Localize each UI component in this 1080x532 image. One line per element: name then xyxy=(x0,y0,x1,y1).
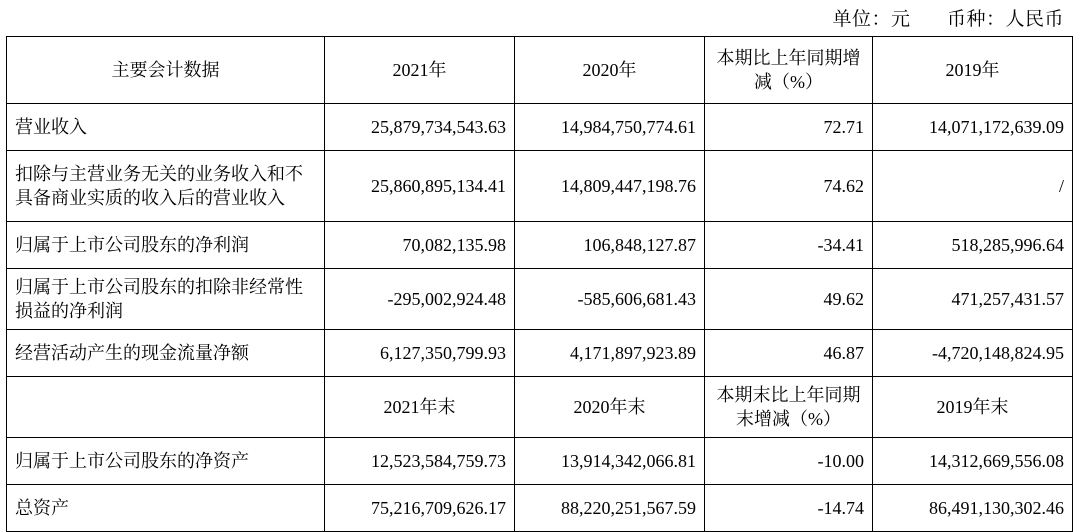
row-value-change: -14.74 xyxy=(705,485,873,532)
table-subheader-row xyxy=(7,377,1073,438)
column-header-2020: 2020年 xyxy=(515,37,705,104)
row-value-2019: 518,285,996.64 xyxy=(873,222,1073,269)
unit-note xyxy=(832,4,1064,31)
row-value-2020: 88,220,251,567.59 xyxy=(515,485,705,532)
row-value-change: -34.41 xyxy=(705,222,873,269)
row-value-change: 49.62 xyxy=(705,269,873,330)
row-value-2021: 12,523,584,759.73 xyxy=(325,438,515,485)
row-value-2021: 70,082,135.98 xyxy=(325,222,515,269)
subheader-2020-end: 2020年末 xyxy=(515,377,705,438)
row-label: 营业收入 xyxy=(7,104,325,151)
financial-summary-table xyxy=(6,36,1073,532)
column-header-item: 主要会计数据 xyxy=(7,37,325,104)
row-value-2020: 4,171,897,923.89 xyxy=(515,330,705,377)
row-value-2021: 25,860,895,134.41 xyxy=(325,151,515,222)
row-label: 归属于上市公司股东的净资产 xyxy=(7,438,325,485)
row-label: 扣除与主营业务无关的业务收入和不具备商业实质的收入后的营业收入 xyxy=(7,151,325,222)
column-header-2019: 2019年 xyxy=(873,37,1073,104)
subheader-2021-end: 2021年末 xyxy=(325,377,515,438)
table-row xyxy=(7,330,1073,377)
row-value-change: 72.71 xyxy=(705,104,873,151)
row-value-2019: -4,720,148,824.95 xyxy=(873,330,1073,377)
row-label: 归属于上市公司股东的扣除非经常性损益的净利润 xyxy=(7,269,325,330)
table-row xyxy=(7,104,1073,151)
row-value-2020: 14,809,447,198.76 xyxy=(515,151,705,222)
subheader-change: 本期末比上年同期末增减（%） xyxy=(705,377,873,438)
column-header-change: 本期比上年同期增减（%） xyxy=(705,37,873,104)
row-value-2020: 106,848,127.87 xyxy=(515,222,705,269)
row-value-2019: 14,312,669,556.08 xyxy=(873,438,1073,485)
row-value-2019: 471,257,431.57 xyxy=(873,269,1073,330)
row-value-2020: 14,984,750,774.61 xyxy=(515,104,705,151)
row-value-change: 46.87 xyxy=(705,330,873,377)
currency-unit-label: 单位：元 xyxy=(832,9,911,30)
subheader-2019-end: 2019年末 xyxy=(873,377,1073,438)
currency-type-label: 币种：人民币 xyxy=(946,9,1064,30)
row-value-change: 74.62 xyxy=(705,151,873,222)
row-label: 归属于上市公司股东的净利润 xyxy=(7,222,325,269)
row-label: 经营活动产生的现金流量净额 xyxy=(7,330,325,377)
table-row xyxy=(7,151,1073,222)
row-value-2019: 86,491,130,302.46 xyxy=(873,485,1073,532)
column-header-2021: 2021年 xyxy=(325,37,515,104)
subheader-blank xyxy=(7,377,325,438)
table-header-row xyxy=(7,37,1073,104)
row-value-2021: -295,002,924.48 xyxy=(325,269,515,330)
row-label: 总资产 xyxy=(7,485,325,532)
row-value-2021: 6,127,350,799.93 xyxy=(325,330,515,377)
table-row xyxy=(7,222,1073,269)
row-value-2021: 25,879,734,543.63 xyxy=(325,104,515,151)
table-row xyxy=(7,485,1073,532)
table-row xyxy=(7,269,1073,330)
row-value-2019: 14,071,172,639.09 xyxy=(873,104,1073,151)
row-value-2021: 75,216,709,626.17 xyxy=(325,485,515,532)
row-value-change: -10.00 xyxy=(705,438,873,485)
row-value-2019: / xyxy=(873,151,1073,222)
row-value-2020: -585,606,681.43 xyxy=(515,269,705,330)
row-value-2020: 13,914,342,066.81 xyxy=(515,438,705,485)
table-row xyxy=(7,438,1073,485)
